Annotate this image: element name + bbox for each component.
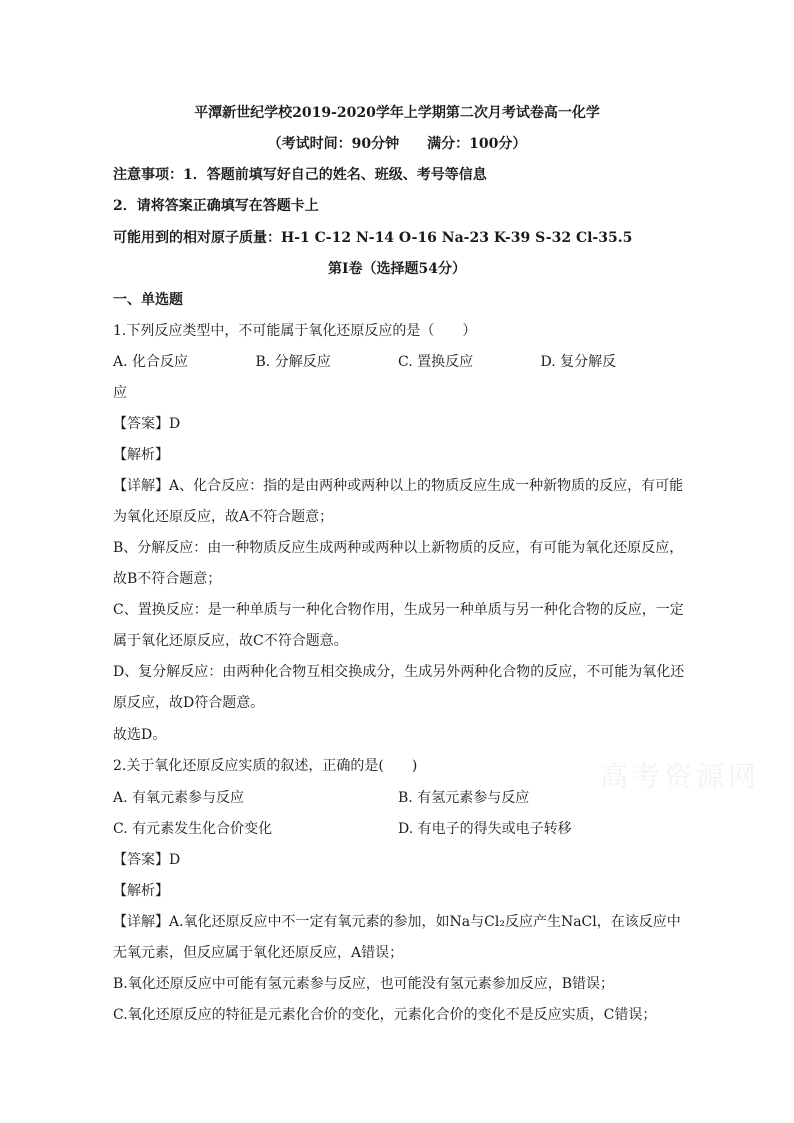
atomic-masses: 可能用到的相对原子质量：H-1 C-12 N-14 O-16 Na-23 K-39 S-32 Cl-35.5: [113, 230, 633, 246]
q2-stem: 2.关于氧化还原反应实质的叙述，正确的是( ): [113, 758, 418, 774]
q1-detail-line: 原反应，故D符合题意。: [113, 695, 265, 711]
section-title: 第I卷（选择题54分）: [327, 261, 467, 277]
q2-option-b: B. 有氢元素参与反应: [398, 790, 530, 806]
q2-detail-line: 【详解】A.氧化还原反应中不一定有氧元素的参加，如Na与Cl₂反应产生NaCl，在该反应中: [113, 914, 681, 930]
q2-analysis-label: 【解析】: [113, 883, 169, 899]
exam-title: 平潭新世纪学校2019-2020学年上学期第二次月考试卷高一化学: [194, 105, 600, 121]
notes-line-1: 注意事项：1．答题前填写好自己的姓名、班级、考号等信息: [113, 167, 487, 183]
q2-detail-line: B.氧化还原反应中可能有氢元素参与反应，也可能没有氢元素参加反应，B错误；: [113, 976, 615, 992]
watermark: 高考资源网: [600, 760, 761, 793]
q1-detail-line: C、置换反应：是一种单质与一种化合物作用，生成另一种单质与另一种化合物的反应，一定: [113, 602, 684, 618]
q1-detail-line: 【详解】A、化合反应：指的是由两种或两种以上的物质反应生成一种新物质的反应，有可能: [113, 478, 684, 494]
q1-stem: 1.下列反应类型中，不可能属于氧化还原反应的是（ ）: [113, 323, 477, 339]
exam-subtitle: （考试时间：90分钟 满分：100分）: [267, 136, 527, 152]
q1-option-c: C. 置换反应: [398, 354, 474, 370]
q1-detail-line: D、复分解反应：由两种化合物互相交换成分，生成另外两种化合物的反应，不可能为氧化还: [113, 664, 685, 680]
q2-options-row-1: [113, 788, 683, 808]
q1-option-d: D. 复分解反: [540, 354, 617, 370]
q1-detail-line: 属于氧化还原反应，故C不符合题意。: [113, 633, 348, 649]
q2-detail-line: 无氧元素，但反应属于氧化还原反应，A错误；: [113, 945, 404, 961]
q1-options: [113, 352, 683, 372]
q1-detail-line: 故B不符合题意；: [113, 571, 222, 587]
q1-detail-line: B、分解反应：由一种物质反应生成两种或两种以上新物质的反应，有可能为氧化还原反应，: [113, 540, 684, 556]
q1-option-d-wrap: 应: [113, 385, 127, 401]
notes-line-2: 2．请将答案正确填写在答题卡上: [113, 198, 319, 214]
q2-options-row-2: [113, 819, 683, 839]
q1-option-b: B. 分解反应: [255, 354, 331, 370]
q1-detail-line: 为氧化还原反应，故A不符合题意；: [113, 509, 334, 525]
q2-option-d: D. 有电子的得失或电子转移: [398, 821, 572, 837]
q1-answer: 【答案】D: [113, 416, 181, 432]
q1-analysis-label: 【解析】: [113, 447, 169, 463]
question-type: 一、单选题: [113, 292, 183, 308]
q1-conclusion: 故选D。: [113, 727, 167, 743]
q1-option-a: A. 化合反应: [113, 354, 189, 370]
q2-detail-line: C.氧化还原反应的特征是元素化合价的变化，元素化合价的变化不是反应实质，C错误；: [113, 1007, 657, 1023]
q2-answer: 【答案】D: [113, 852, 181, 868]
q2-option-c: C. 有元素发生化合价变化: [113, 821, 273, 837]
q2-option-a: A. 有氧元素参与反应: [113, 790, 245, 806]
